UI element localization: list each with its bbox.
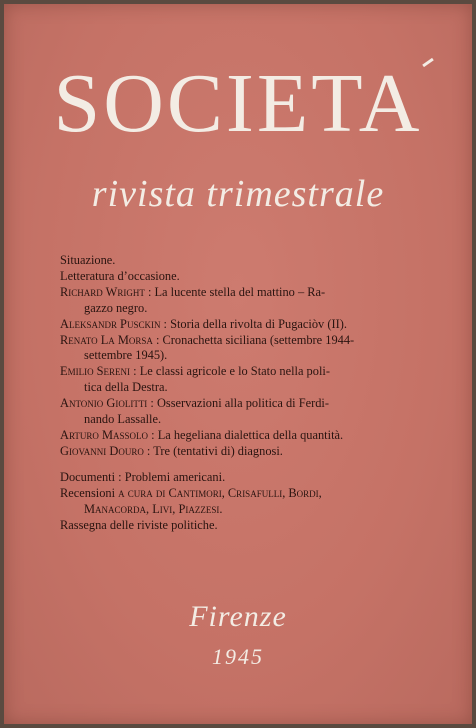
author-name: Antonio Giolitti xyxy=(60,396,148,411)
contents-item: Giovanni Douro : Tre (tentativi di) diagnosi. xyxy=(60,443,283,458)
contents-item: Richard Wright : La lucente stella del mattino – Ra- xyxy=(60,284,326,299)
contents-item-continuation: gazzo negro. xyxy=(84,300,148,315)
contents-item: Antonio Giolitti : Osservazioni alla politica di Ferdi- xyxy=(60,396,329,411)
section-item-continuation: Manacorda, Livi, Piazzesi. xyxy=(84,501,223,516)
section-label: Recensioni xyxy=(60,485,116,500)
reviewer-names: a cura di Cantimori, Crisafulli, Bordi, xyxy=(118,485,322,500)
contents-item: Letteratura d’occasione. xyxy=(60,268,180,283)
author-name: Richard Wright xyxy=(60,284,145,299)
section-item: Documenti : Problemi americani. xyxy=(60,469,226,484)
magazine-subtitle: rivista trimestrale xyxy=(91,173,385,215)
imprint-city: Firenze xyxy=(189,600,287,633)
author-name: Giovanni Douro xyxy=(60,443,144,458)
author-name: Arturo Massolo xyxy=(60,427,149,442)
table-of-contents xyxy=(60,253,420,533)
contents-item-continuation: nando Lassalle. xyxy=(84,412,162,427)
section-label: Documenti xyxy=(60,469,116,484)
contents-item: Aleksandr Pusckin : Storia della rivolta di Pugaciòv (II). xyxy=(60,316,347,331)
section-item xyxy=(60,486,420,502)
contents-item: Renato La Morsa : Cronachetta siciliana (settembre 1944- xyxy=(60,332,355,347)
author-name: Emilio Sereni xyxy=(60,364,131,379)
section-label: Rassegna delle riviste politiche. xyxy=(60,517,218,532)
contents-item: Emilio Sereni : Le classi agricole e lo Stato nella poli- xyxy=(60,364,330,379)
contents-item-continuation: tica della Destra. xyxy=(84,380,168,395)
contents-item-continuation: settembre 1945). xyxy=(84,348,168,363)
title-accented-letter: A xyxy=(358,57,423,150)
imprint-year: 1945 xyxy=(212,644,264,669)
author-name: Aleksandr Pusckin xyxy=(60,316,161,331)
author-name: Renato La Morsa xyxy=(60,332,153,347)
contents-item: Arturo Massolo : La hegeliana dialettica della quantità. xyxy=(60,427,344,442)
section-item xyxy=(60,518,420,534)
magazine-title: SOCIETA xyxy=(53,57,423,150)
section-gap xyxy=(60,460,420,470)
contents-item: Situazione. xyxy=(60,253,116,267)
